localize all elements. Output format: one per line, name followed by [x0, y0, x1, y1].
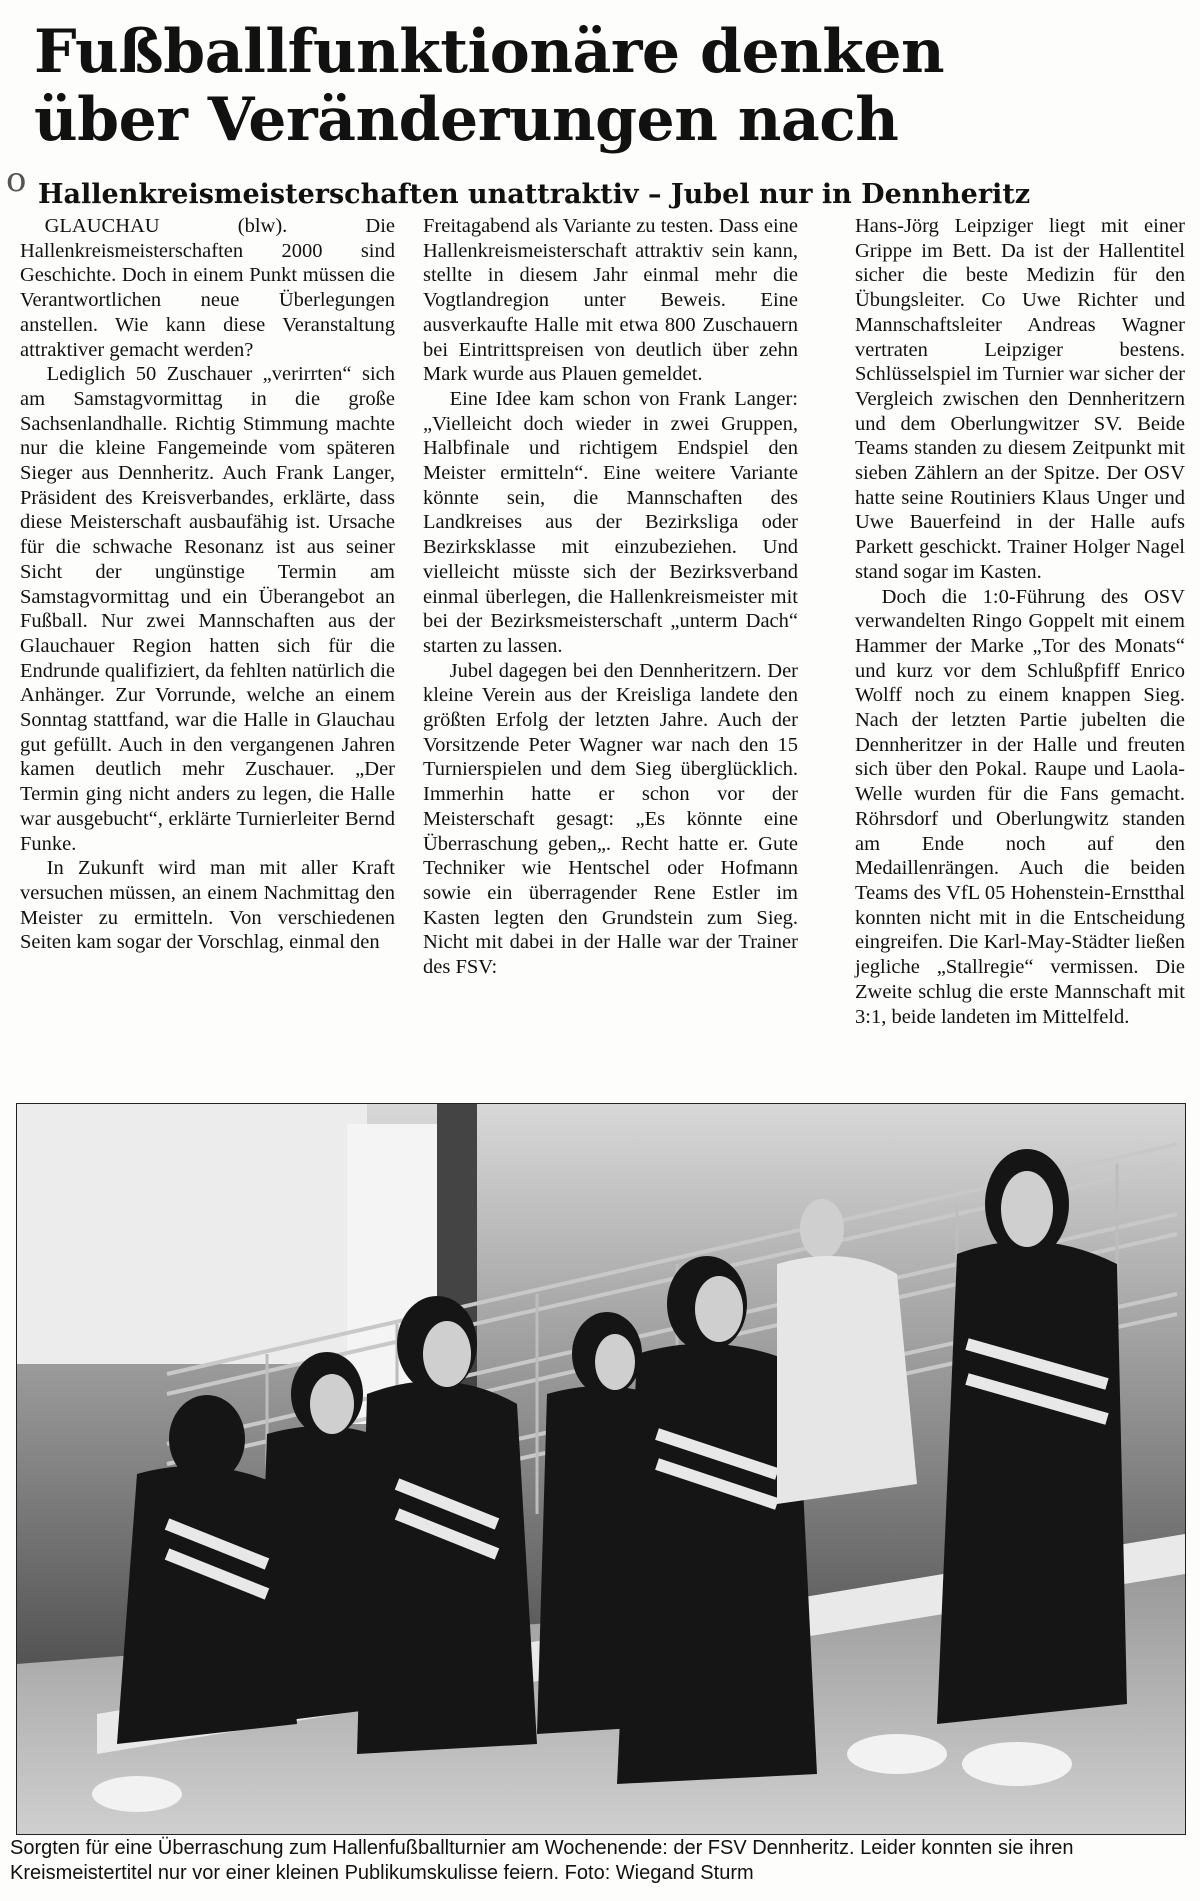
paragraph: Eine Idee kam schon von Frank Langer: „Vielleicht doch wieder in zwei Gruppen, Halbfinale und richtigem Endspiel den Meister ermitteln“. Eine weitere Variante könnte sein, die Mannschaften des Landkreises aus der Bezirksliga oder Bezirksklasse mit einzubeziehen. Und vielleicht müsste sich der Bezirksverband einmal überlegen, die Hallenkreismeister mit bei der Bezirksmeisterschaft „unterm Dach“ starten zu lassen.: [423, 387, 798, 657]
photo-caption: Sorgten für eine Überraschung zum Hallenfußballturnier am Wochenende: der FSV Dennheritz. Leider konnten sie ihren Kreismeistertitel nur vor einer kleinen Publikumskulisse feiern. Foto: Wiegand Sturm: [10, 1837, 1074, 1884]
subheadline: Hallenkreismeisterschaften unattraktiv – Jubel nur in Dennheritz: [38, 179, 1031, 210]
paragraph: GLAUCHAU (blw). Die Hallenkreismeisterschaften 2000 sind Geschichte. Doch in einem Punkt müssen die Verantwortlichen neue Überlegungen anstellen. Wie kann diese Veranstaltung attraktiver gemacht werden?: [20, 215, 395, 361]
paragraph: Lediglich 50 Zuschauer „verirrten“ sich am Samstagvormittag in die große Sachsenlandhalle. Richtig Stimmung machte nur die kleine Fangemeinde vom späteren Sieger aus Dennheritz. Auch Frank Langer, Präsident des Kreisverbandes, erklärte, dass diese Meisterschaft ausbaufähig ist. Ursache für die schwache Resonanz ist aus seiner Sicht der ungünstige Termin am Samstagvormittag und ein Überangebot an Fußball. Nur zwei Mannschaften aus der Glauchauer Region hatten sich für die Endrunde qualifiziert, da fehlten natürlich die Anhänger. Zur Vorrunde, welche an einem Sonntag stattfand, war die Halle in Glauchau gut gefüllt. Auch in den vergangenen Jahren kamen deutlich mehr Zuschauer. „Der Termin ging nicht anders zu legen, die Halle war ausgebucht“, erklärte Turnierleiter Bernd Funke.: [20, 363, 395, 855]
headline: [34, 18, 1164, 154]
headline-line-1: Fußballfunktionäre denken: [34, 17, 945, 87]
article-column-1: [20, 214, 395, 955]
paragraph: Jubel dagegen bei den Dennheritzern. Der kleine Verein aus der Kreisliga landete den größten Erfolg der letzten Jahre. Auch der Vorsitzende Peter Wagner war nach den 15 Turnierspielen und dem Sieg überglücklich. Immerhin hatte er schon vor der Meisterschaft gesagt: „Es könnte eine Überraschung geben„. Recht hatte er. Gute Techniker wie Hentschel oder Hofmann sowie ein überragender Rene Estler im Kasten legten den Grundstein zum Sieg. Nicht mit dabei in der Halle war der Trainer des FSV:: [423, 659, 798, 979]
paragraph: Freitagabend als Variante zu testen. Dass eine Hallenkreismeisterschaft attraktiv sein kann, stellte in diesem Jahr einmal mehr die Vogtlandregion unter Beweis. Eine ausverkaufte Halle mit etwa 800 Zuschauern bei Eintrittspreisen von deutlich über zehn Mark wurde aus Plauen gemeldet.: [423, 215, 798, 386]
article-column-3: [855, 214, 1185, 1029]
article-column-2: [423, 214, 798, 980]
paragraph: Doch die 1:0-Führung des OSV verwandelten Ringo Goppelt mit einem Hammer der Marke „Tor des Monats“ und kurz vor dem Schlußpfiff Enrico Wolff noch zu einem knappen Sieg. Nach der letzten Partie jubelten die Dennheritzer in der Halle und freuten sich über den Pokal. Raupe und Laola-Welle wurden für die Fans gemacht. Röhrsdorf und Oberlungwitz standen am Ende noch auf den Medaillenrängen. Auch die beiden Teams des VfL 05 Hohenstein-Ernstthal konnten nicht mit in die Entscheidung eingreifen. Die Karl-May-Städter ließen jegliche „Stallregie“ vermissen. Die Zweite schlug die erste Mannschaft mit 3:1, beide landeten im Mittelfeld.: [855, 585, 1185, 1028]
headline-line-2: über Veränderungen nach: [34, 85, 899, 155]
team-photo: [16, 1103, 1186, 1835]
paragraph: In Zukunft wird man mit aller Kraft versuchen müssen, an einem Nachmittag den Meister zu ermitteln. Von verschiedenen Seiten kam sogar der Vorschlag, einmal den: [20, 857, 395, 954]
paragraph: Hans-Jörg Leipziger liegt mit einer Grippe im Bett. Da ist der Hallentitel sicher die beste Medizin für den Übungsleiter. Co Uwe Richter und Mannschaftsleiter Andreas Wagner vertraten Leipziger bestens. Schlüsselspiel im Turnier war sicher der Vergleich zwischen den Dennheritzern und dem Oberlungwitzer SV. Beide Teams standen zu diesem Zeitpunkt mit sieben Zählern an der Spitze. Der OSV hatte seine Routiniers Klaus Unger und Uwe Bauerfeind in der Halle aufs Parkett geschickt. Trainer Holger Nagel stand sogar im Kasten.: [855, 215, 1185, 583]
handwritten-mark: o: [6, 160, 27, 200]
team-photo-image: [17, 1104, 1185, 1834]
